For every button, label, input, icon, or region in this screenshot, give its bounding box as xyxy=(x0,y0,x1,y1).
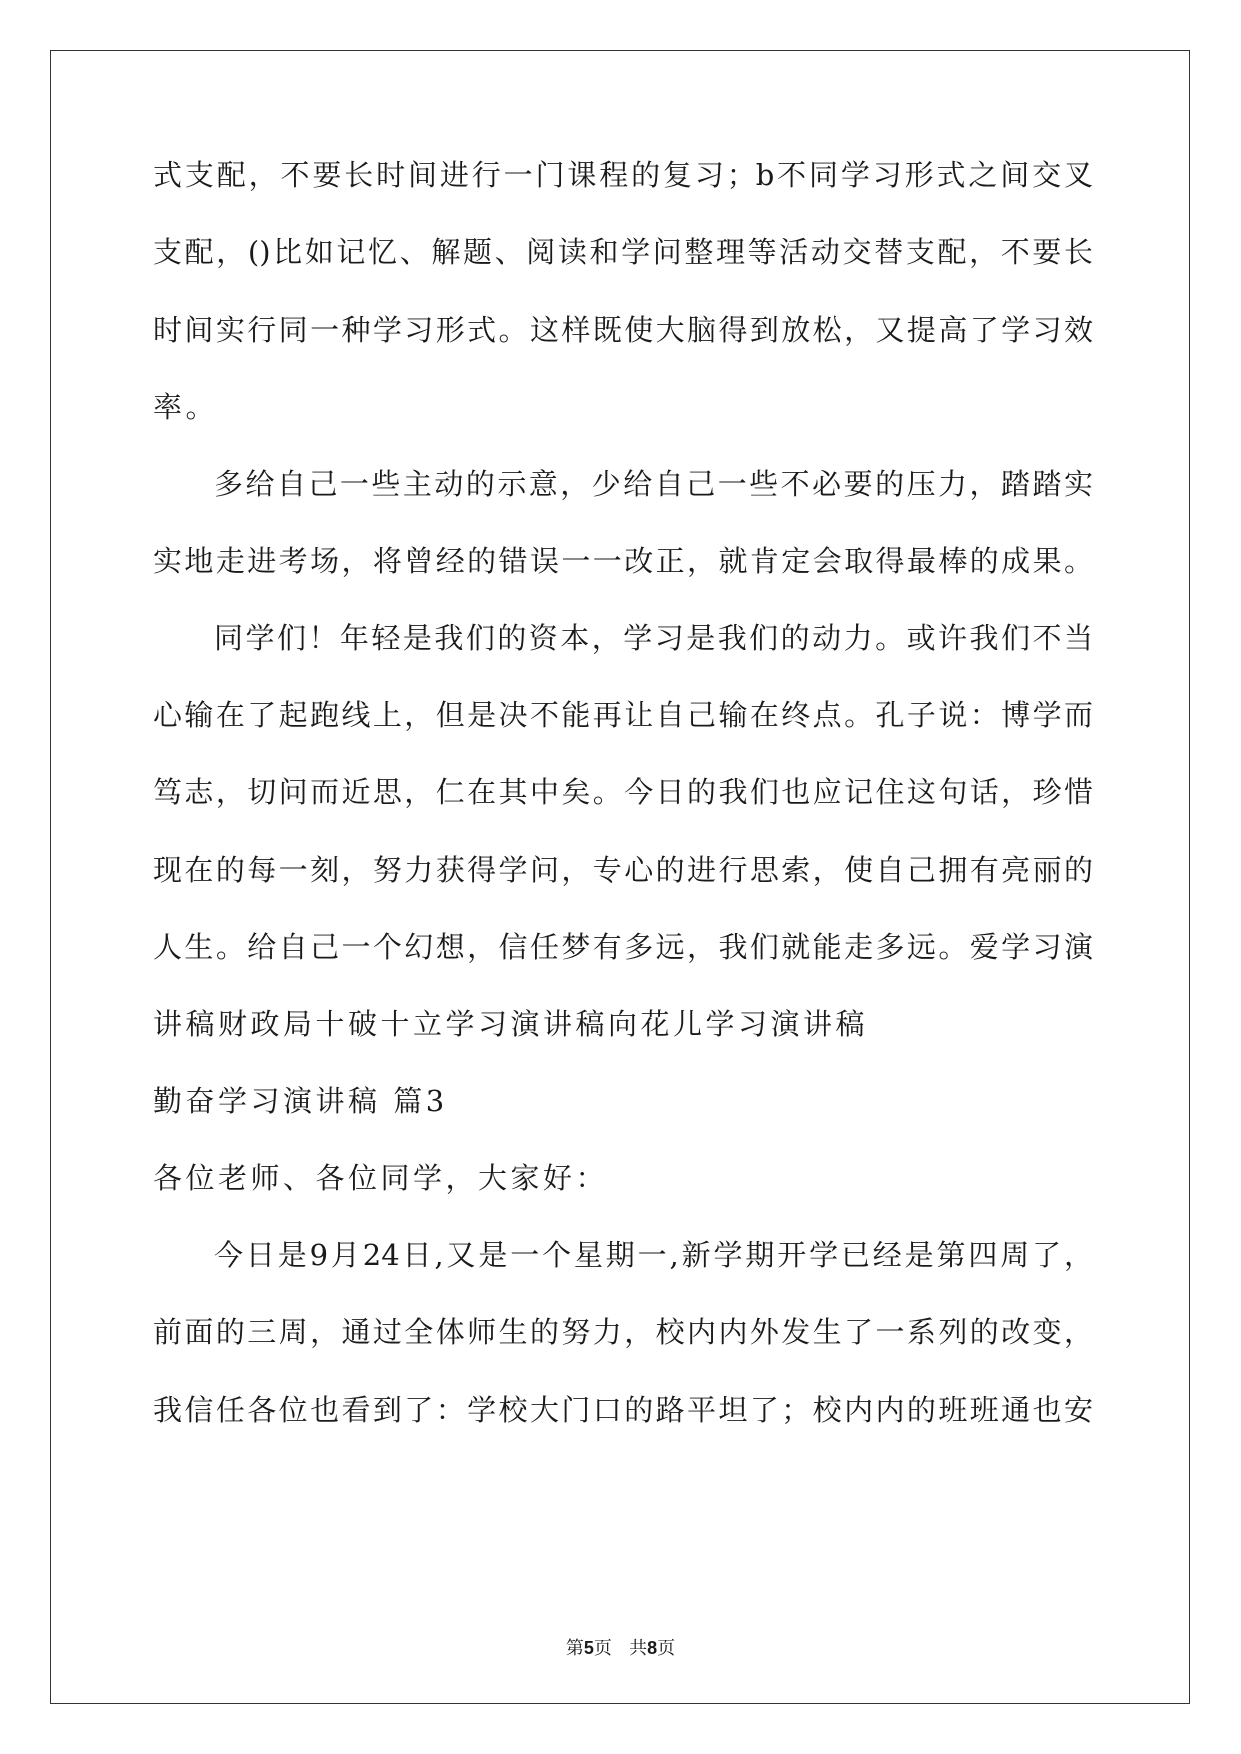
text-line: 实地走进考场，将曾经的错误一一改正，就肯定会取得最棒的成果。 xyxy=(153,544,1093,578)
total-pages-number: 8 xyxy=(647,1638,658,1658)
text-line: 讲稿财政局十破十立学习演讲稿向花儿学习演讲稿 xyxy=(153,1007,869,1041)
text-line: 支配，()比如记忆、解题、阅读和学问整理等活动交替支配，不要长 xyxy=(153,235,1093,269)
current-page-number: 5 xyxy=(583,1638,594,1658)
section-heading: 勤奋学习演讲稿 篇3 xyxy=(153,1084,448,1118)
text-line: 笃志，切问而近思，仁在其中矣。今日的我们也应记住这句话，珍惜 xyxy=(153,775,1093,809)
paragraph-first-line: 同学们！年轻是我们的资本，学习是我们的动力。或许我们不当 xyxy=(214,621,1093,655)
paragraph-first-line: 今日是9月24日,又是一个星期一,新学期开学已经是第四周了， xyxy=(214,1238,1093,1272)
footer-mid: 页 共 xyxy=(593,1638,648,1659)
text-line: 式支配，不要长时间进行一门课程的复习；b不同学习形式之间交叉 xyxy=(153,158,1093,192)
text-line: 人生。给自己一个幻想，信任梦有多远，我们就能走多远。爱学习演 xyxy=(153,930,1093,964)
salutation: 各位老师、各位同学，大家好： xyxy=(153,1161,609,1195)
text-line: 心输在了起跑线上，但是决不能再让自己输在终点。孔子说：博学而 xyxy=(153,698,1093,732)
text-line: 率。 xyxy=(153,390,219,424)
paragraph-first-line: 多给自己一些主动的示意，少给自己一些不必要的压力，踏踏实 xyxy=(214,467,1093,501)
footer-prefix: 第 xyxy=(565,1638,584,1659)
page-footer xyxy=(0,1636,1241,1661)
text-line: 时间实行同一种学习形式。这样既使大脑得到放松，又提高了学习效 xyxy=(153,313,1093,347)
text-line: 我信任各位也看到了：学校大门口的路平坦了；校内内的班班通也安 xyxy=(153,1393,1093,1427)
footer-suffix: 页 xyxy=(657,1638,676,1659)
text-line: 现在的每一刻，努力获得学问，专心的进行思索，使自己拥有亮丽的 xyxy=(153,853,1093,887)
text-line: 前面的三周，通过全体师生的努力，校内内外发生了一系列的改变， xyxy=(153,1315,1093,1349)
